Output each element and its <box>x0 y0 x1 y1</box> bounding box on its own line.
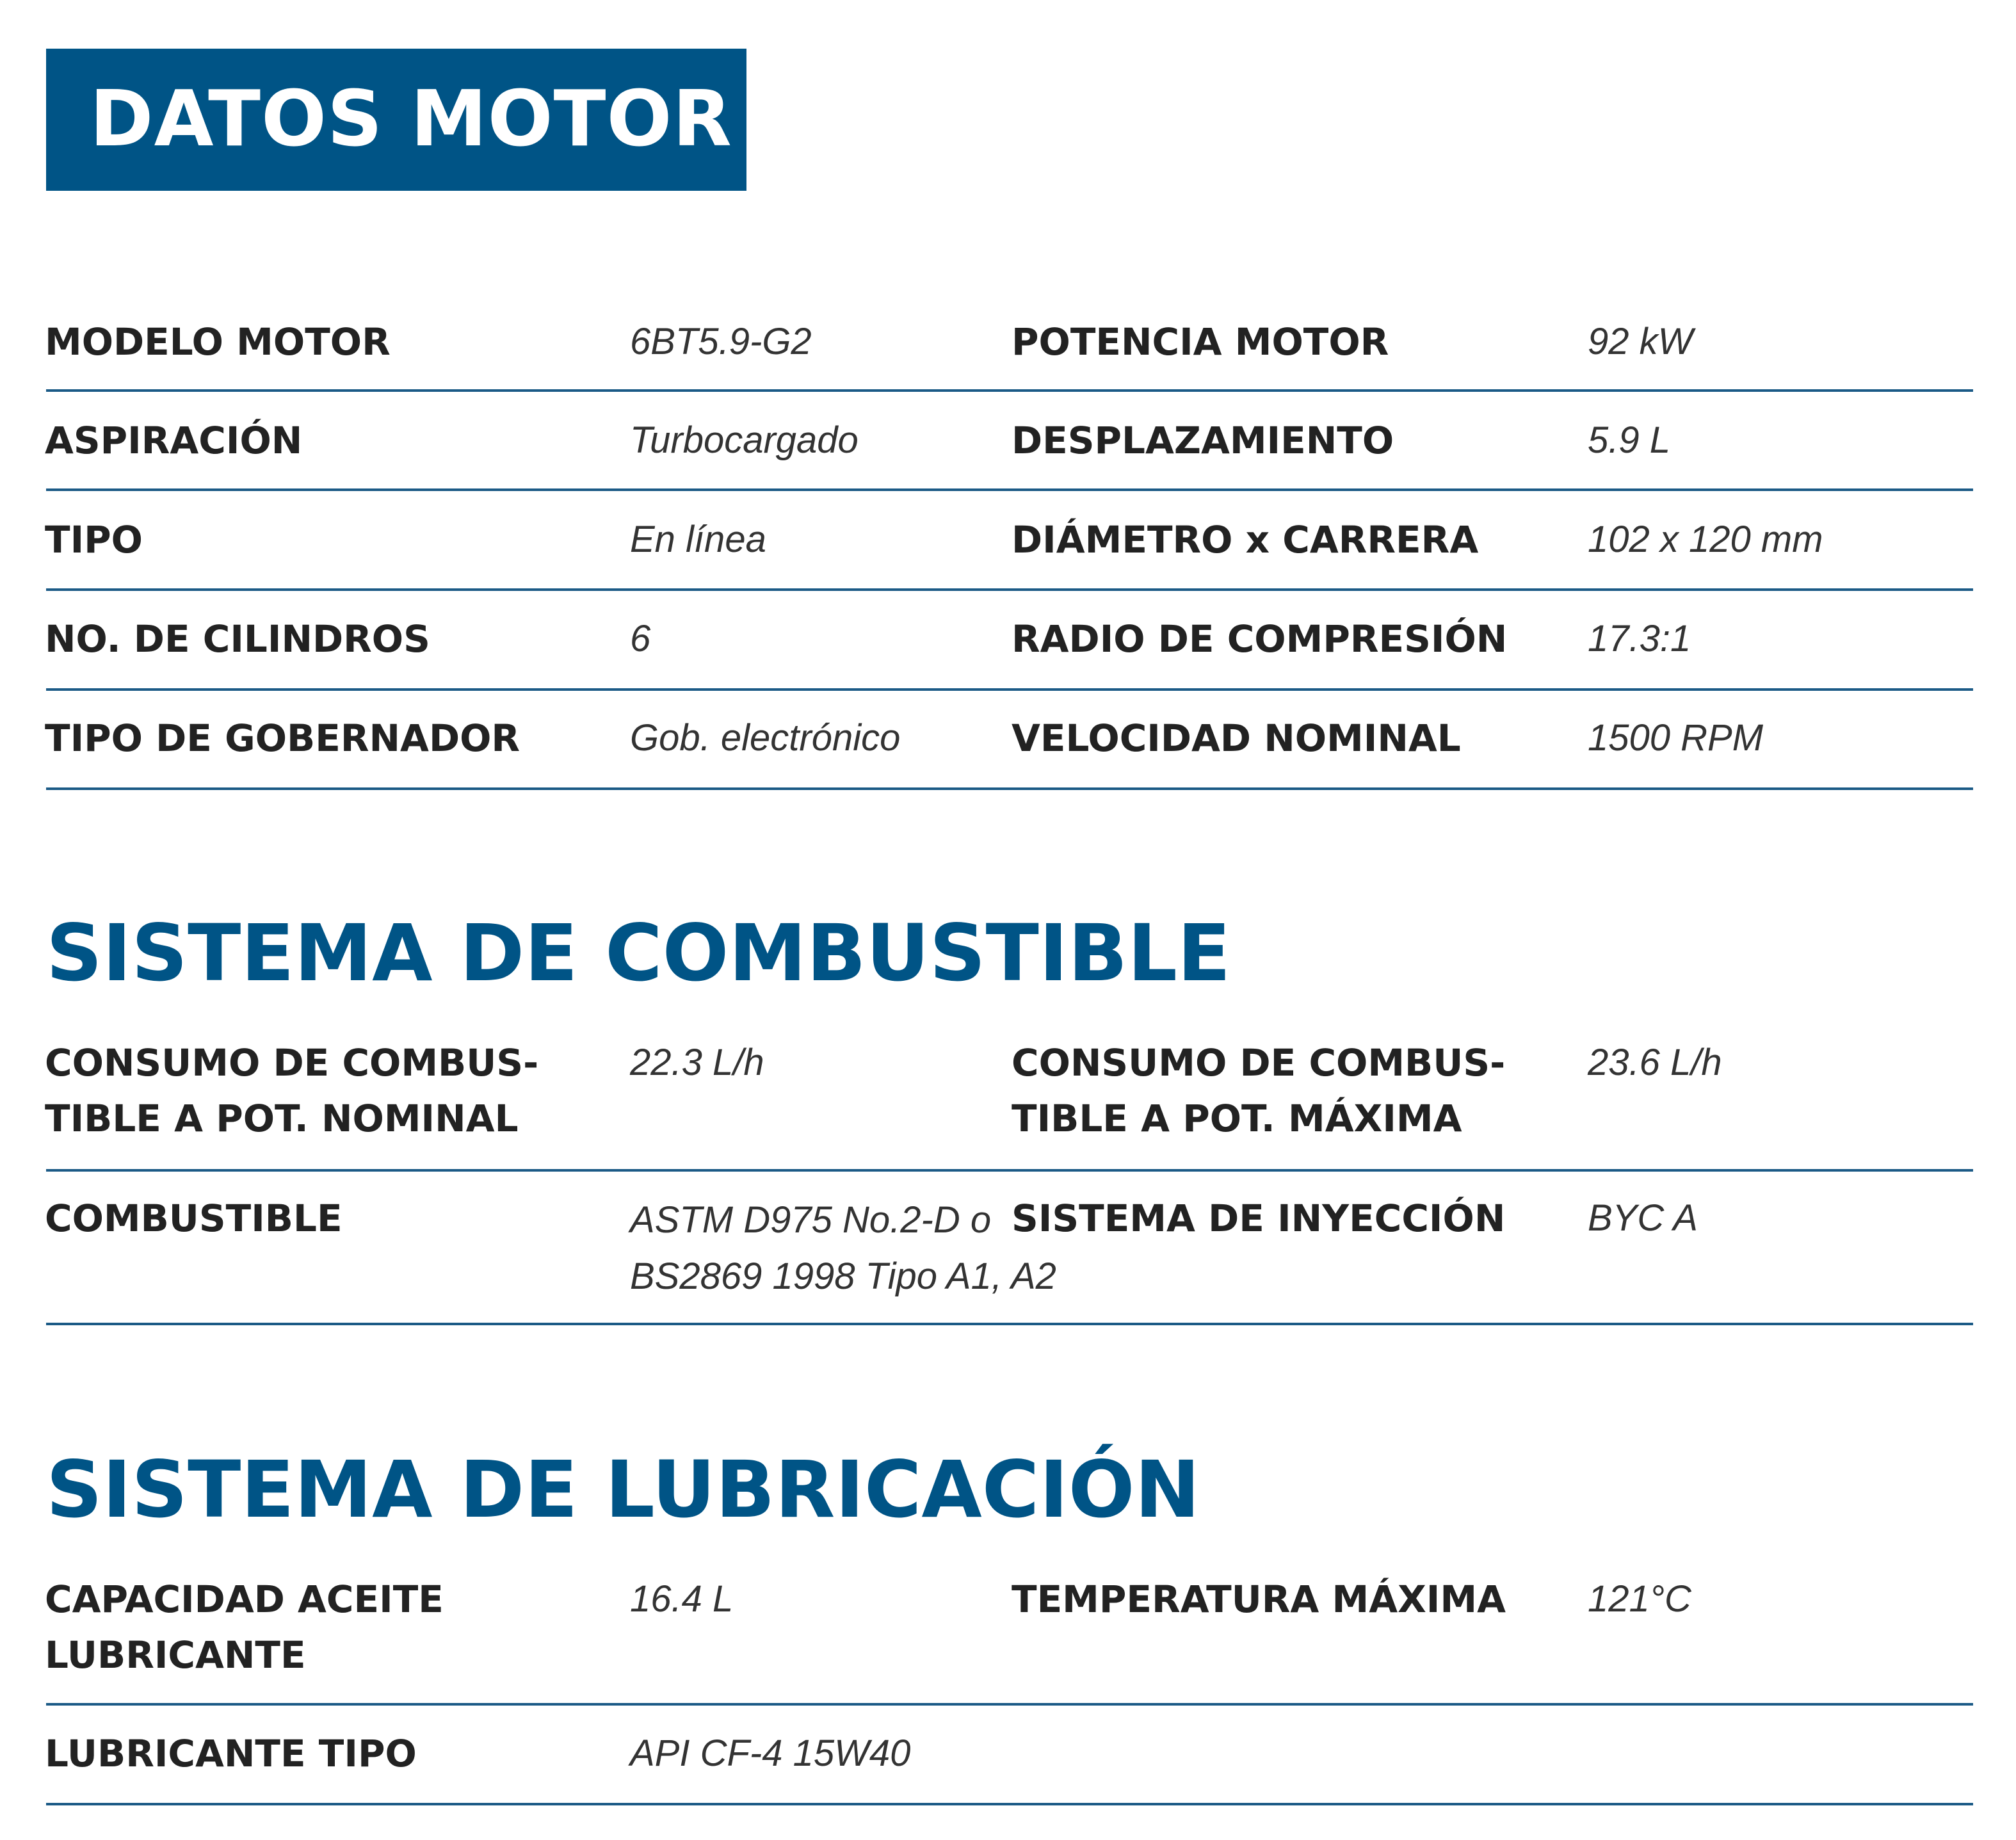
spec-label: CAPACIDAD ACEITE <box>45 1578 444 1621</box>
spec-value: 6BT5.9-G2 <box>630 321 812 362</box>
spec-value: 22.3 L/h <box>630 1042 764 1083</box>
spec-label: LUBRICANTE TIPO <box>45 1732 417 1775</box>
row-divider <box>46 588 1973 591</box>
spec-label: LUBRICANTE <box>45 1633 306 1677</box>
spec-label: CONSUMO DE COMBUS- <box>1012 1041 1506 1085</box>
row-divider <box>46 1323 1973 1325</box>
spec-label: COMBUSTIBLE <box>45 1197 343 1240</box>
section-title-fuel: SISTEMA DE COMBUSTIBLE <box>46 908 1231 999</box>
spec-label: TIBLE A POT. NOMINAL <box>45 1097 519 1140</box>
spec-value: 17.3:1 <box>1588 618 1691 659</box>
spec-label: VELOCIDAD NOMINAL <box>1012 716 1461 760</box>
spec-value: 5.9 L <box>1588 419 1670 461</box>
spec-label: RADIO DE COMPRESIÓN <box>1012 617 1508 661</box>
spec-value: ASTM D975 No.2-D o <box>630 1199 992 1241</box>
section-title-lubrication: SISTEMA DE LUBRICACIÓN <box>46 1444 1200 1535</box>
spec-value: 16.4 L <box>630 1578 734 1620</box>
row-divider <box>46 688 1973 691</box>
spec-label: TIBLE A POT. MÁXIMA <box>1012 1097 1462 1140</box>
spec-label: ASPIRACIÓN <box>45 419 303 462</box>
spec-value: 23.6 L/h <box>1588 1042 1722 1083</box>
spec-label: TIPO DE GOBERNADOR <box>45 716 520 760</box>
section-badge-motor: DATOS MOTOR <box>46 49 746 191</box>
spec-label: POTENCIA MOTOR <box>1012 320 1389 364</box>
spec-value: Gob. electrónico <box>630 717 901 759</box>
spec-label: TIPO <box>45 518 143 561</box>
spec-label: NO. DE CILINDROS <box>45 617 430 661</box>
row-divider <box>46 1803 1973 1805</box>
row-divider <box>46 389 1973 392</box>
row-divider <box>46 787 1973 790</box>
spec-value: 1500 RPM <box>1588 717 1764 759</box>
spec-value: 102 x 120 mm <box>1588 519 1823 560</box>
spec-value: 92 kW <box>1588 321 1693 362</box>
spec-label: DIÁMETRO x CARRERA <box>1012 518 1479 561</box>
spec-value: En línea <box>630 519 766 560</box>
row-divider <box>46 1169 1973 1172</box>
spec-value: 6 <box>630 618 651 659</box>
spec-label: DESPLAZAMIENTO <box>1012 419 1394 462</box>
spec-value: 121°C <box>1588 1578 1691 1620</box>
spec-label: TEMPERATURA MÁXIMA <box>1012 1578 1506 1621</box>
spec-label: CONSUMO DE COMBUS- <box>45 1041 539 1085</box>
spec-label: MODELO MOTOR <box>45 320 391 364</box>
spec-label: SISTEMA DE INYECCIÓN <box>1012 1197 1506 1240</box>
spec-value: API CF-4 15W40 <box>630 1732 911 1774</box>
row-divider <box>46 488 1973 491</box>
row-divider <box>46 1703 1973 1706</box>
spec-value: BS2869 1998 Tipo A1, A2 <box>630 1255 1056 1297</box>
spec-value: Turbocargado <box>630 419 859 461</box>
spec-value: BYC A <box>1588 1197 1698 1239</box>
